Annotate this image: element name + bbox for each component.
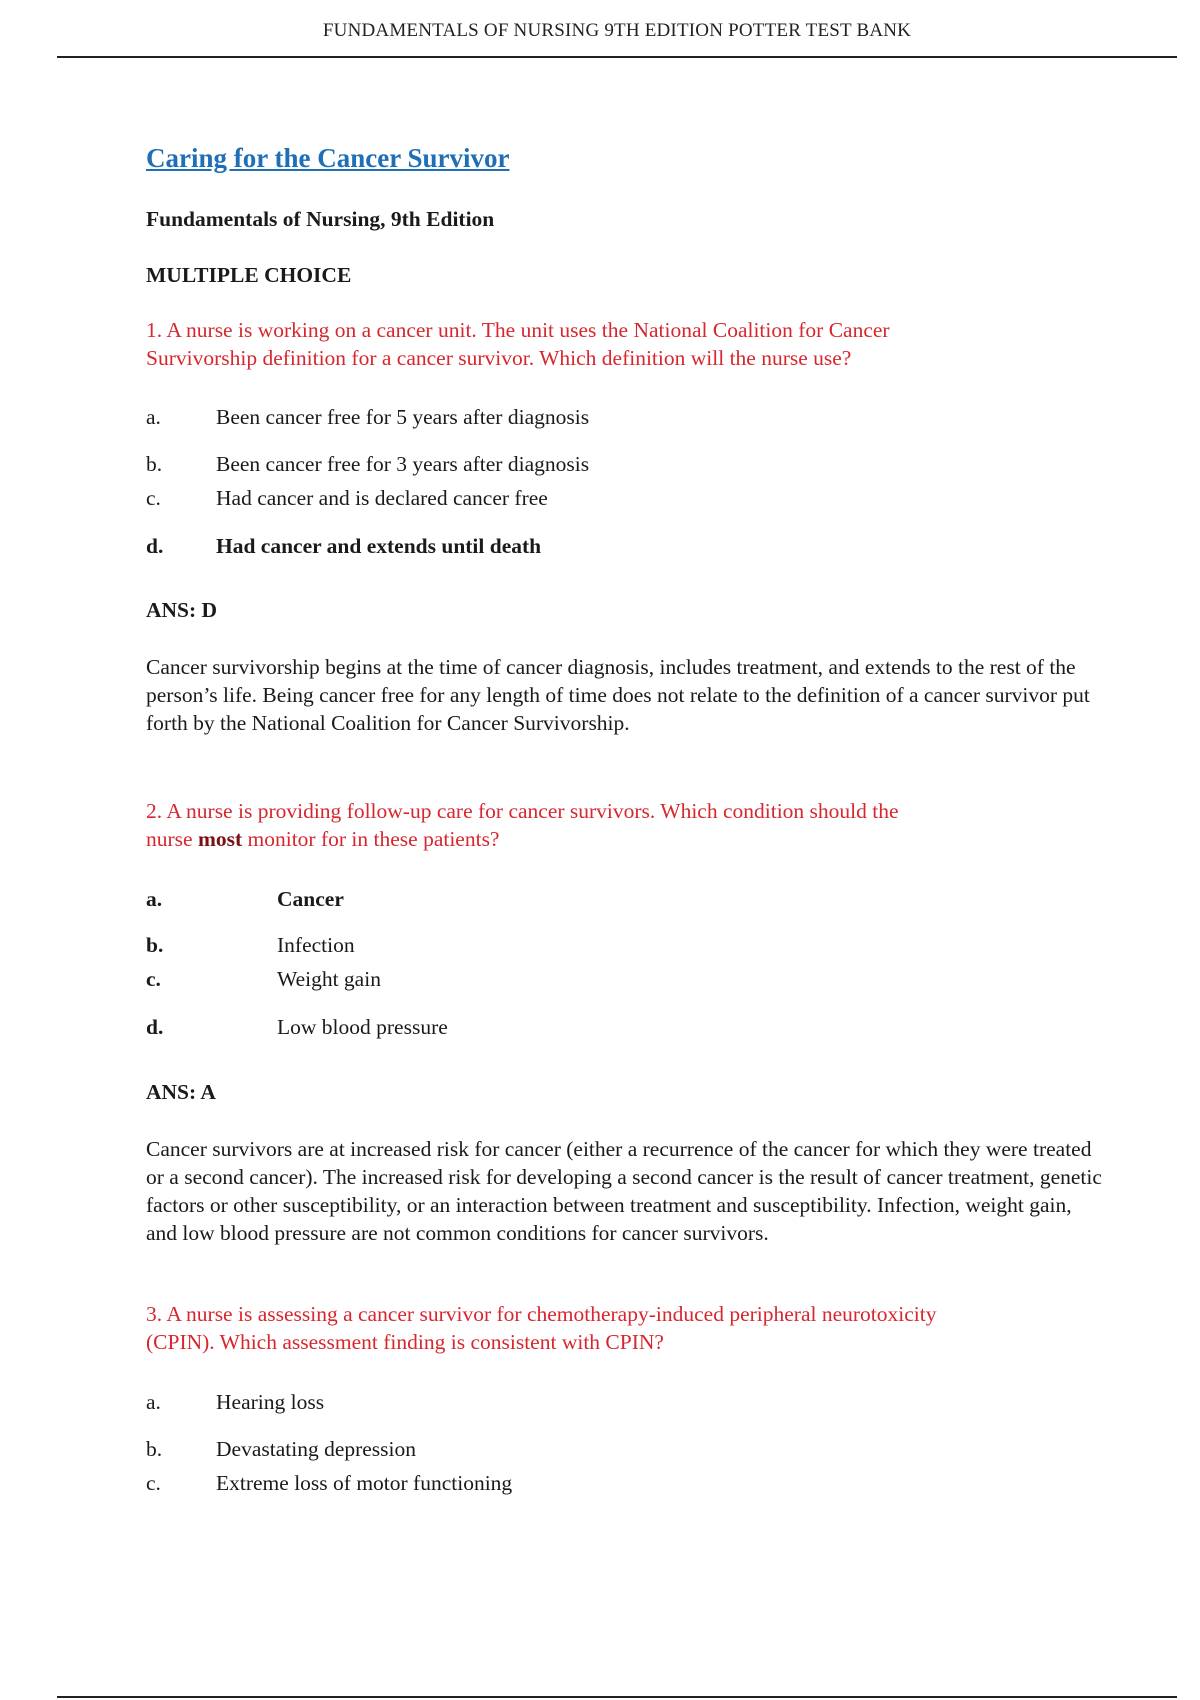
question-2-option-d (146, 1013, 448, 1041)
option-letter: a. (146, 887, 163, 911)
option-letter: a. (146, 405, 161, 429)
option-text: Infection (277, 933, 355, 957)
question-1-rationale: Cancer survivorship begins at the time of cancer diagnosis, includes treatment, and extends to the rest of the person’s life. Being cancer free for any length of time does not relate to the definition of a cancer survivor put forth by the National Coalition for Cancer Survivorship. (146, 655, 1090, 735)
question-2-stem-line2: nurse most monitor for in these patients? (146, 827, 500, 851)
option-letter: b. (146, 933, 164, 957)
option-text: Extreme loss of motor functioning (216, 1471, 513, 1495)
option-text: Weight gain (277, 967, 381, 991)
option-text: Been cancer free for 5 years after diagnosis (216, 405, 590, 429)
question-1-option-d-correct (146, 532, 541, 560)
option-letter: c. (146, 486, 161, 510)
question-2-rationale: Cancer survivors are at increased risk for cancer (either a recurrence of the cancer for which they were treated or a second cancer). The increased risk for developing a second cancer is the result of cancer treatment, genetic factors or other susceptibility, or an interaction between treatment and susceptibility. Infection, weight gain, and low blood pressure are not common conditions for cancer survivors. (146, 1137, 1102, 1245)
question-3-stem-line1: 3. A nurse is assessing a cancer survivor for chemotherapy-induced peripheral neurotoxicity (146, 1302, 937, 1326)
book-title: Fundamentals of Nursing, 9th Edition (146, 207, 495, 231)
question-3-option-c (146, 1469, 512, 1497)
option-text: Been cancer free for 3 years after diagnosis (216, 452, 590, 476)
question-2-option-c (146, 965, 381, 993)
question-3-stem-line2: (CPIN). Which assessment finding is consistent with CPIN? (146, 1330, 664, 1354)
question-2-stem (146, 797, 1086, 853)
question-1-option-a (146, 403, 589, 431)
question-1-answer: ANS: D (146, 598, 218, 622)
option-letter: c. (146, 967, 161, 991)
question-2-stem-line1: 2. A nurse is providing follow-up care for cancer survivors. Which condition should the (146, 799, 899, 823)
question-3-option-a (146, 1388, 324, 1416)
option-text: Devastating depression (216, 1437, 417, 1461)
header-rule (57, 56, 1177, 58)
question-1-option-b (146, 450, 589, 478)
question-1-stem (146, 316, 1086, 372)
question-1-option-c (146, 484, 548, 512)
option-text: Low blood pressure (277, 1015, 448, 1039)
question-1-stem-line1: 1. A nurse is working on a cancer unit. The unit uses the National Coalition for Cancer (146, 318, 890, 342)
question-2-answer: ANS: A (146, 1080, 216, 1104)
option-letter: d. (146, 1015, 164, 1039)
emphasis-most: most (197, 827, 243, 851)
question-3-stem (146, 1300, 1086, 1356)
footer-rule (57, 1696, 1177, 1698)
option-letter: c. (146, 1471, 161, 1495)
option-letter: b. (146, 452, 163, 476)
question-3-option-b (146, 1435, 416, 1463)
option-letter: a. (146, 1390, 161, 1414)
question-2-option-a-correct (146, 885, 344, 913)
option-letter: d. (146, 534, 164, 558)
question-2-option-b (146, 931, 355, 959)
option-text: Had cancer and is declared cancer free (216, 486, 548, 510)
option-letter: b. (146, 1437, 163, 1461)
option-text: Hearing loss (216, 1390, 325, 1414)
running-header: FUNDAMENTALS OF NURSING 9TH EDITION POTTER TEST BANK (322, 20, 912, 41)
option-text: Had cancer and extends until death (216, 534, 542, 558)
section-heading: MULTIPLE CHOICE (146, 263, 352, 287)
option-text: Cancer (277, 887, 344, 911)
question-1-stem-line2: Survivorship definition for a cancer survivor. Which definition will the nurse use? (146, 346, 852, 370)
chapter-title-link[interactable]: Caring for the Cancer Survivor (146, 143, 510, 173)
